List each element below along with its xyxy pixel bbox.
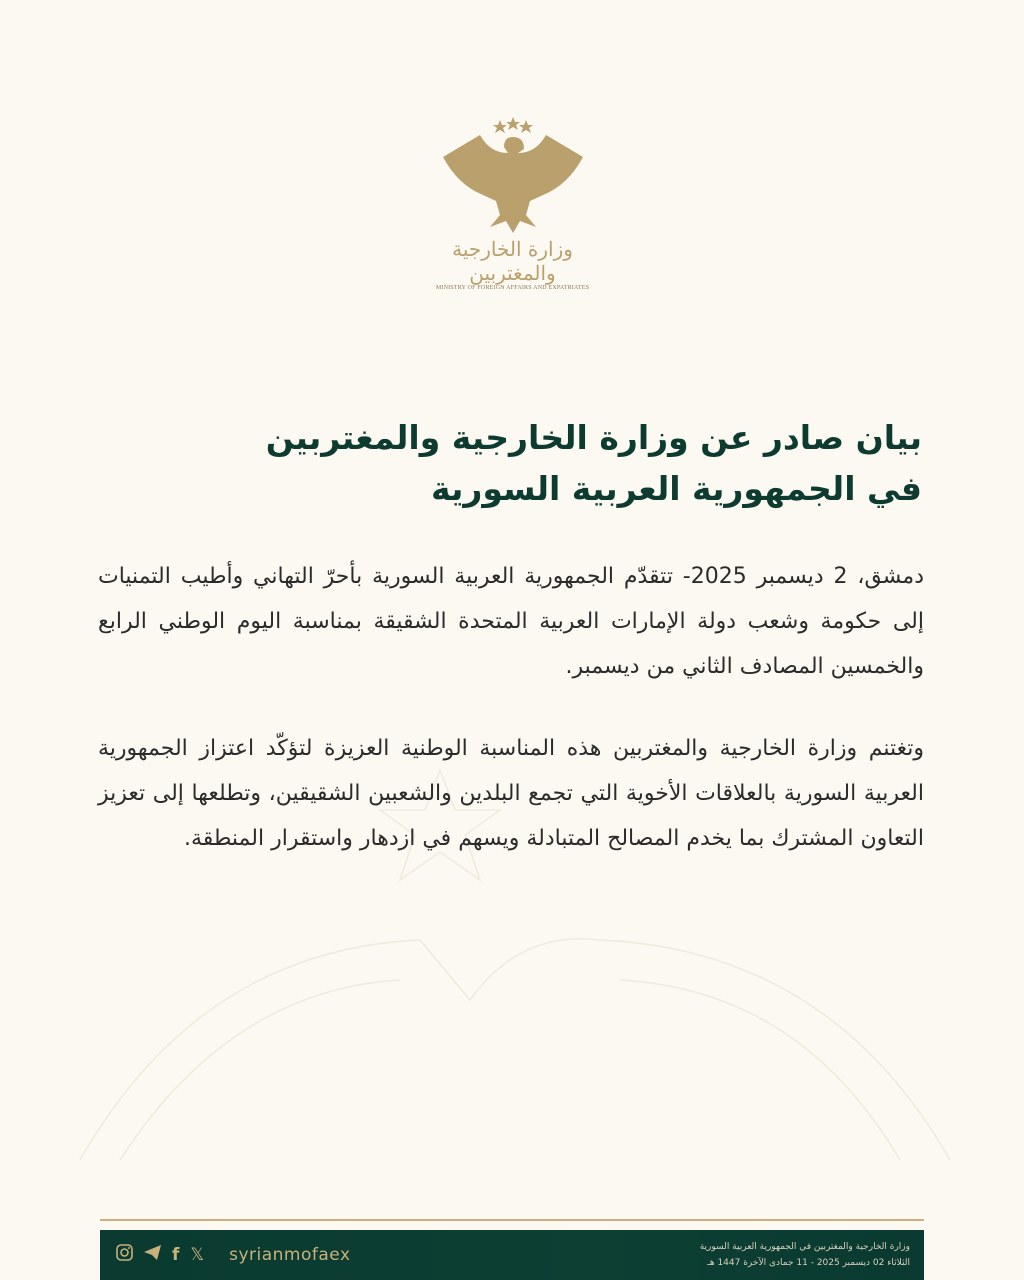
- social-handle[interactable]: syrianmofaex: [229, 1245, 351, 1265]
- social-links: [100, 1244, 351, 1266]
- telegram-icon[interactable]: [144, 1245, 161, 1265]
- paragraph-2: وتغتنم وزارة الخارجية والمغتربين هذه المناسبة الوطنية العزيزة لتؤكّد اعتزاز الجمهورية العربية السورية بالعلاقات الأخوية التي تجمع البلدين والشعبين الشقيقين، وتطلعها إلى تعزيز التعاون المشترك بما يخدم المصالح المتبادلة ويسهم في ازدهار واستقرار المنطقة.: [98, 736, 924, 851]
- title-line-2: في الجمهورية العربية السورية: [430, 469, 922, 508]
- paragraph-1: دمشق، 2 ديسمبر 2025- تتقدّم الجمهورية العربية السورية بأحرّ التهاني وأطيب التمنيات إلى حكومة وشعب دولة الإمارات العربية المتحدة الشقيقة بمناسبة اليوم الوطني الرابع والخمسين المصادف الثاني من ديسمبر.: [98, 564, 925, 679]
- facebook-icon[interactable]: f: [172, 1245, 180, 1265]
- ministry-logo: [430, 115, 595, 290]
- instagram-icon[interactable]: [116, 1244, 133, 1266]
- footer: [100, 1230, 924, 1280]
- logo-english-text: MINISTRY OF FOREIGN AFFAIRS AND EXPATRIATES: [435, 285, 590, 291]
- x-icon[interactable]: 𝕏: [190, 1245, 205, 1265]
- page-title: [100, 412, 922, 514]
- footer-date: الثلاثاء 02 ديسمبر 2025 - 11 جمادى الآخرة 1447 هـ: [707, 1258, 910, 1268]
- logo-arabic-text: وزارة الخارجية والمغتربين: [452, 237, 573, 285]
- footer-org: وزارة الخارجية والمغتربين في الجمهورية العربية السورية: [699, 1242, 910, 1252]
- footer-info: [700, 1239, 924, 1271]
- eagle-emblem-icon: [438, 115, 588, 235]
- divider: [100, 1219, 924, 1221]
- title-line-1: بيان صادر عن وزارة الخارجية والمغتربين: [265, 418, 922, 457]
